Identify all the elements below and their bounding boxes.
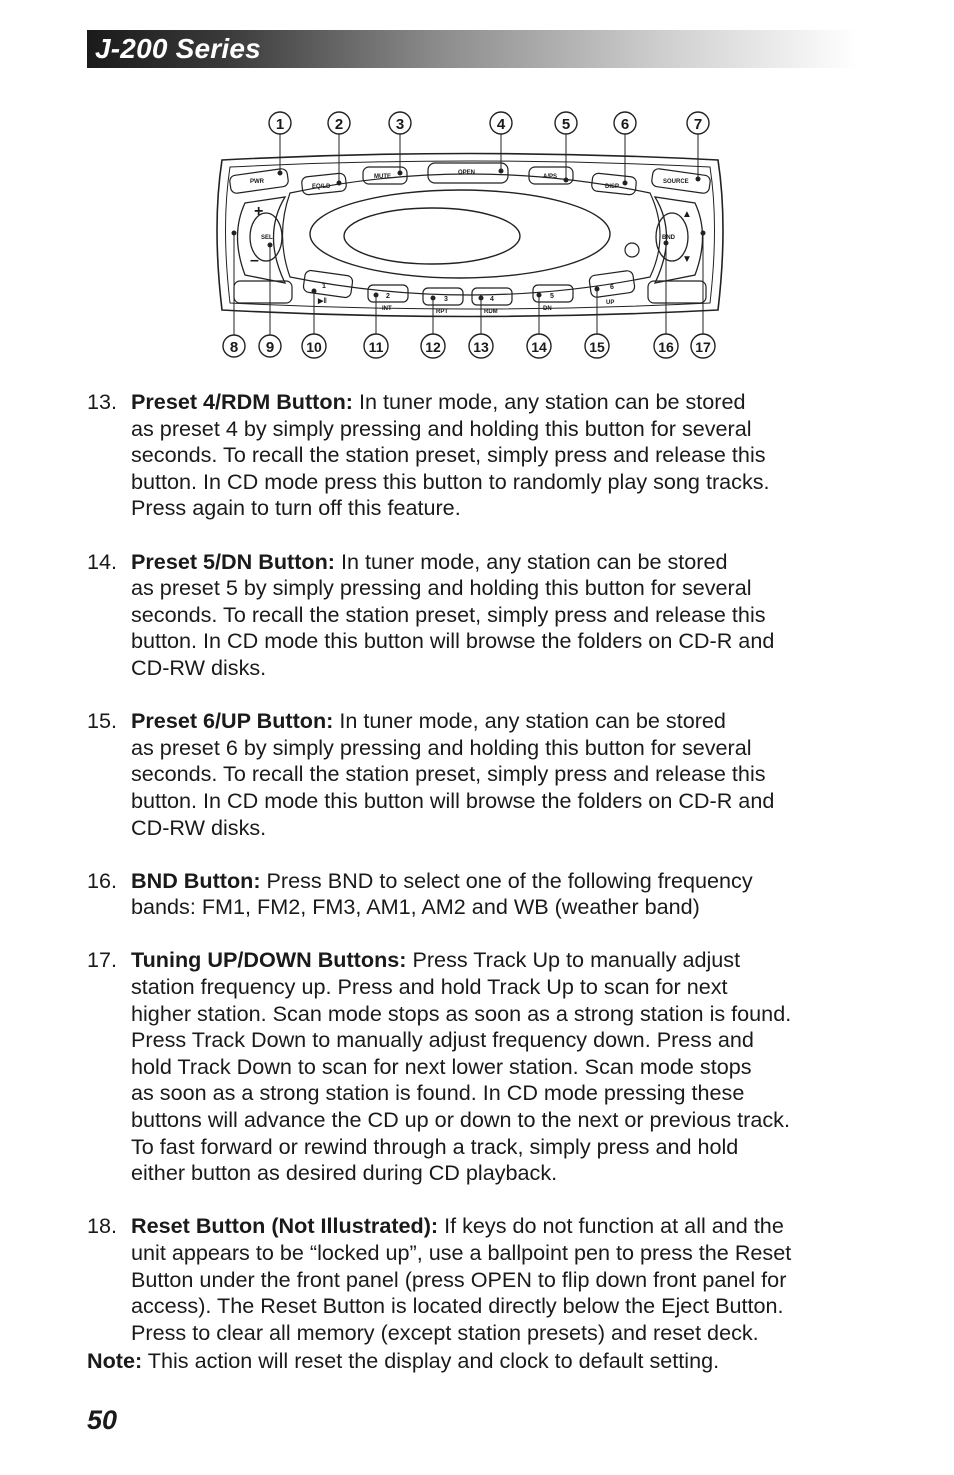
item-text: In tuner mode, any station can be stored [352, 389, 746, 414]
item-number: 13. [87, 389, 118, 414]
item-text: seconds. To recall the station preset, simply press and release this [131, 601, 766, 627]
item-text: Press BND to select one of the following frequency [260, 867, 753, 893]
item-text: as soon as a strong station is found. In CD mode pressing these [131, 1080, 745, 1106]
item-number: 16. [87, 867, 118, 893]
rdm-label: RDM [484, 309, 498, 315]
eqld-label: EQ/LD [312, 184, 331, 190]
track-up-icon: ▲ [682, 209, 692, 220]
pwr-label: PWR [250, 179, 264, 185]
item-text: To fast forward or rewind through a track, simply press and hold [131, 1133, 739, 1159]
callout-13: 13 [473, 339, 489, 355]
item-text: either button as desired during CD playback. [131, 1160, 558, 1186]
item-text: In tuner mode, any station can be stored [333, 708, 726, 734]
callout-6: 6 [620, 116, 630, 133]
note-paragraph [87, 1348, 887, 1375]
callout-3: 3 [395, 116, 405, 133]
top-callouts [269, 112, 709, 134]
page-number: 50 [87, 1405, 118, 1435]
callout-2: 2 [334, 116, 344, 133]
item-text: Button under the front panel (press OPEN to flip down front panel for [131, 1266, 787, 1292]
int-label: INT [382, 306, 392, 312]
item-text: access). The Reset Button is located directly below the Eject Button. [131, 1293, 784, 1319]
item-text: unit appears to be “locked up”, use a ballpoint pen to press the Reset [131, 1240, 792, 1265]
callout-15: 15 [589, 339, 605, 355]
list-item-16 [87, 868, 887, 921]
callout-5: 5 [561, 116, 571, 133]
callout-8: 8 [229, 339, 239, 356]
list-item-15 [87, 708, 887, 841]
item-number: 18. [87, 1213, 118, 1239]
item-text: as preset 6 by simply pressing and holding this button for several [131, 734, 752, 760]
source-label: SOURCE [663, 179, 689, 185]
up-label: UP [606, 300, 615, 306]
callout-12: 12 [425, 339, 441, 355]
item-text: as preset 4 by simply pressing and holding this button for several [131, 415, 752, 441]
item-number: 15. [87, 708, 118, 734]
item-text: buttons will advance the CD up or down to the next or previous track. [131, 1107, 790, 1133]
item-title: Reset Button (Not Illustrated): [131, 1213, 439, 1239]
item-text: Press Track Up to manually adjust [406, 947, 741, 973]
aps-label: A/PS [543, 174, 558, 180]
item-text: Press Track Down to manually adjust frequency down. Press and [131, 1027, 754, 1053]
callout-14: 14 [531, 339, 547, 355]
play-pause-icon: ▶‖ [318, 298, 327, 305]
preset-4-number: 4 [490, 296, 494, 303]
dn-label: DN [543, 306, 552, 312]
preset-1-number: 1 [322, 283, 326, 290]
callout-1: 1 [275, 116, 285, 133]
item-text: Press again to turn off this feature. [131, 495, 461, 521]
sel-label: SEL [261, 235, 273, 241]
header-bar [87, 30, 857, 68]
item-text: bands: FM1, FM2, FM3, AM1, AM2 and WB (weather band) [131, 894, 700, 920]
item-text: button. In CD mode press this button to randomly play song tracks. [131, 468, 770, 494]
callout-16: 16 [658, 339, 674, 355]
disp-label: DISP [605, 184, 620, 190]
list-item-13 [87, 389, 887, 522]
item-text: button. In CD mode this button will browse the folders on CD-R and [131, 628, 775, 654]
rpt-label: RPT [436, 309, 448, 315]
note-label: Note: [87, 1348, 143, 1374]
svg-text:–: – [250, 252, 259, 269]
bnd-label: BND [662, 235, 675, 241]
item-title: BND Button: [131, 867, 261, 893]
callout-4: 4 [496, 116, 506, 133]
bottom-callouts [223, 334, 715, 358]
item-number: 17. [87, 947, 118, 973]
faceplate-diagram [200, 105, 740, 370]
callout-9: 9 [265, 339, 275, 356]
item-text: seconds. To recall the station preset, simply press and release this [131, 442, 766, 468]
item-title: Tuning UP/DOWN Buttons: [131, 947, 407, 973]
header-title: J-200 Series [95, 33, 261, 64]
list-item-14 [87, 549, 887, 682]
preset-5-number: 5 [550, 293, 554, 300]
item-text: as preset 5 by simply pressing and holding this button for several [131, 575, 752, 601]
item-title: Preset 4/RDM Button: [131, 389, 353, 414]
open-label: OPEN [458, 170, 476, 176]
preset-6-number: 6 [610, 284, 614, 291]
item-text: If keys do not function at all and the [438, 1213, 784, 1239]
track-down-icon: ▼ [682, 254, 692, 265]
callout-10: 10 [306, 339, 322, 355]
list-item-17 [87, 947, 887, 1186]
svg-text:+: + [254, 203, 264, 220]
item-text: higher station. Scan mode stops as soon as a strong station is found. [131, 1000, 792, 1026]
preset-2-number: 2 [386, 293, 390, 300]
note-text: This action will reset the display and clock to default setting. [142, 1348, 720, 1374]
list-item-18 [87, 1213, 887, 1346]
item-text: CD-RW disks. [131, 654, 267, 680]
item-text: button. In CD mode this button will browse the folders on CD-R and [131, 787, 775, 813]
preset-3-number: 3 [444, 296, 448, 303]
mute-label: MUTE [374, 174, 391, 180]
item-text: seconds. To recall the station preset, simply press and release this [131, 761, 766, 787]
item-text: CD-RW disks. [131, 814, 267, 840]
callout-11: 11 [368, 339, 384, 355]
item-title: Preset 6/UP Button: [131, 708, 334, 734]
callout-17: 17 [695, 339, 711, 355]
instructions-list [87, 389, 887, 1375]
item-text: Press to clear all memory (except station presets) and reset deck. [131, 1319, 759, 1345]
callout-7: 7 [693, 116, 703, 133]
item-title: Preset 5/DN Button: [131, 548, 335, 574]
item-number: 14. [87, 548, 118, 574]
item-text: In tuner mode, any station can be stored [334, 548, 728, 574]
item-text: station frequency up. Press and hold Track Up to scan for next [131, 974, 728, 1000]
item-text: hold Track Down to scan for next lower station. Scan mode stops [131, 1053, 752, 1079]
